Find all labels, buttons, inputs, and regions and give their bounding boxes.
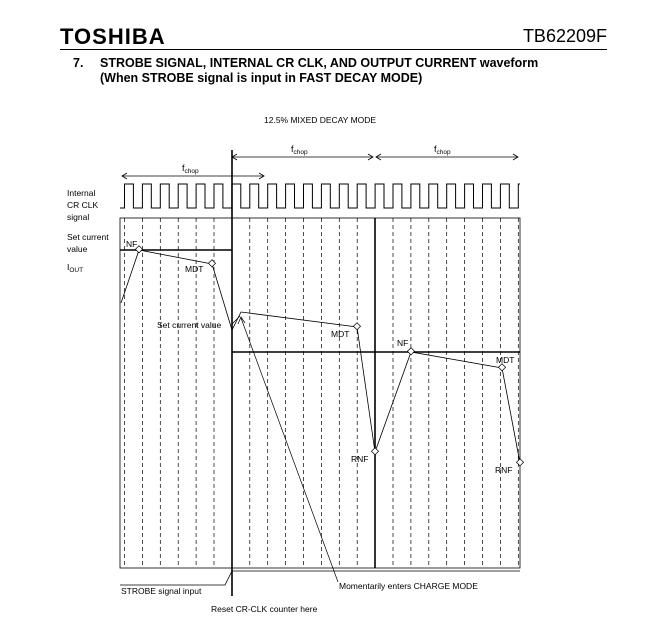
toshiba-logo: TOSHIBA <box>60 24 166 49</box>
nf-label-1: NF <box>126 239 138 249</box>
set-current-levels <box>120 250 520 352</box>
part-number: TB62209F <box>522 26 607 46</box>
set-current-value-label: Set current value <box>157 320 222 330</box>
waveform-markers <box>135 246 523 466</box>
clock-dashed-lines <box>125 218 519 568</box>
plot-frame <box>120 218 520 568</box>
fchop-label-1: $f_{chop}$ <box>182 163 199 175</box>
mdt-label-2: MDT <box>331 329 350 339</box>
nf-label-2: NF <box>397 338 409 348</box>
section-number: 7. <box>73 56 84 70</box>
internal-label-1: Internal <box>67 188 96 198</box>
mdt-label-1: MDT <box>185 264 204 274</box>
rnf-label-2: RNF <box>495 465 513 475</box>
iout-label: $I_{OUT}$ <box>67 262 84 274</box>
section-title-line2: (When STROBE signal is input in FAST DECAY MODE) <box>100 71 423 85</box>
charge-mode-label: Momentarily enters CHARGE MODE <box>339 581 478 591</box>
fchop-label-3: $f_{chop}$ <box>434 144 451 156</box>
strobe-label: STROBE signal input <box>121 586 202 596</box>
cr-clk-waveform <box>120 184 520 208</box>
reset-counter-label: Reset CR-CLK counter here <box>211 604 318 614</box>
set-current-label-1: Set current <box>67 232 109 242</box>
section-title-line1: STROBE SIGNAL, INTERNAL CR CLK, AND OUTPUT CURRENT waveform <box>100 56 539 70</box>
mdt-label-3: MDT <box>496 355 515 365</box>
iout-waveform <box>121 250 520 463</box>
internal-label-2: CR CLK <box>67 200 99 210</box>
internal-label-3: signal <box>67 212 90 222</box>
fchop-label-2: $f_{chop}$ <box>291 144 308 156</box>
set-current-label-2: value <box>67 244 88 254</box>
annotation-arrows <box>232 316 338 582</box>
mode-title: 12.5% MIXED DECAY MODE <box>264 115 377 125</box>
rnf-label-1: RNF <box>351 454 369 464</box>
